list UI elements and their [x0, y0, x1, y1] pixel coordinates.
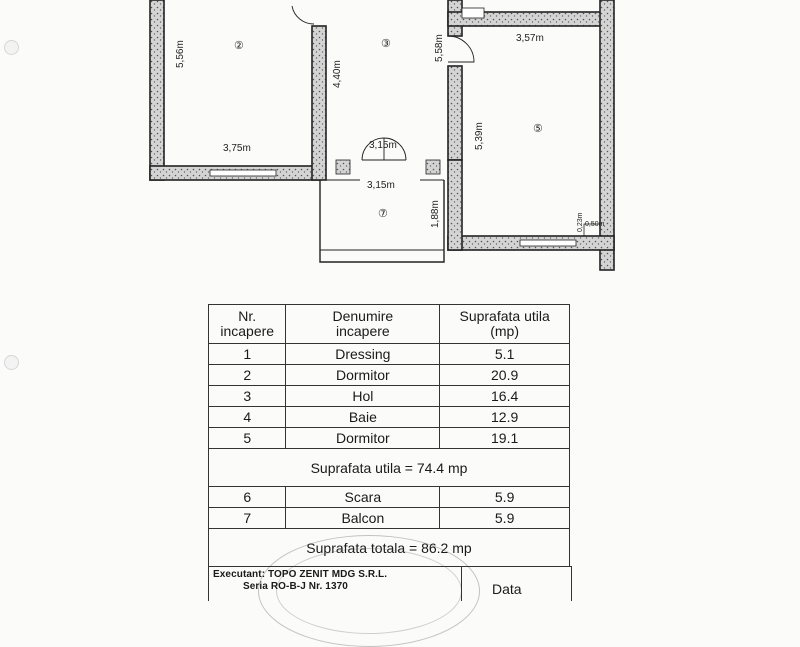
- room-number: ③: [381, 38, 391, 50]
- cell-name: Dormitor: [286, 428, 440, 449]
- table-header: [209, 305, 570, 344]
- cell-name: Dressing: [286, 344, 440, 365]
- cell-area: 12.9: [440, 407, 570, 428]
- cell-area: 5.9: [440, 508, 570, 529]
- cell-name: Baie: [286, 407, 440, 428]
- punch-hole: [4, 355, 19, 370]
- cell-nr: 2: [209, 365, 286, 386]
- room-number: ②: [234, 40, 244, 52]
- wall: [150, 0, 164, 180]
- window: [520, 240, 576, 246]
- header-area: Suprafata utila (mp): [440, 305, 570, 344]
- header-nr: Nr. incapere: [209, 305, 286, 344]
- cell-nr: 3: [209, 386, 286, 407]
- executant-block: [208, 566, 572, 601]
- cell-area: 5.9: [440, 487, 570, 508]
- table-row: [209, 386, 570, 407]
- table-row: [209, 428, 570, 449]
- dimension-label: 3,57m: [516, 33, 544, 44]
- date-label: Data: [492, 581, 522, 597]
- cell-area: 16.4: [440, 386, 570, 407]
- dimension-label: 5,39m: [474, 122, 485, 150]
- table-row: [209, 487, 570, 508]
- date-cell: [461, 567, 572, 601]
- dimension-label: 0,23m: [577, 212, 584, 232]
- door-arc: [292, 6, 314, 24]
- table-row: [209, 508, 570, 529]
- table-row: [209, 407, 570, 428]
- cell-nr: 1: [209, 344, 286, 365]
- total-text: Suprafata totala = 86.2 mp: [209, 529, 570, 567]
- window: [210, 170, 276, 176]
- cell-name: Hol: [286, 386, 440, 407]
- wall: [600, 0, 614, 270]
- cell-area: 5.1: [440, 344, 570, 365]
- cell-name: Dormitor: [286, 365, 440, 386]
- subtotal-text: Suprafata utila = 74.4 mp: [209, 449, 570, 487]
- executant-name: Executant: TOPO ZENIT MDG S.R.L.: [213, 569, 388, 580]
- table-row: [209, 365, 570, 386]
- cell-area: 20.9: [440, 365, 570, 386]
- dimension-label: 5,58m: [434, 34, 445, 62]
- wall: [448, 66, 462, 160]
- wall: [312, 26, 326, 180]
- table-row: [209, 344, 570, 365]
- cell-nr: 4: [209, 407, 286, 428]
- subtotal-row: [209, 449, 570, 487]
- vent: [462, 8, 484, 18]
- dimension-label: 4,40m: [332, 60, 343, 88]
- cell-nr: 7: [209, 508, 286, 529]
- cell-name: Balcon: [286, 508, 440, 529]
- floor-plan: [0, 0, 800, 300]
- room-number: ⑦: [378, 208, 388, 220]
- cell-name: Scara: [286, 487, 440, 508]
- dimension-label: 1,88m: [430, 200, 441, 228]
- dimension-label: 5,56m: [175, 40, 186, 68]
- dimension-label: 3,15m: [367, 180, 395, 191]
- cell-area: 19.1: [440, 428, 570, 449]
- cell-nr: 5: [209, 428, 286, 449]
- executant-text: [213, 569, 387, 593]
- dimension-label: 3,15m: [369, 140, 397, 151]
- dimension-label: 3,75m: [223, 143, 251, 154]
- wall: [448, 160, 462, 250]
- area-table: [208, 304, 570, 567]
- room-number: ⑤: [533, 123, 543, 135]
- door-arc: [448, 36, 474, 62]
- dimension-label: 0,50m: [585, 221, 605, 228]
- cell-nr: 6: [209, 487, 286, 508]
- header-name: Denumire incapere: [286, 305, 440, 344]
- executant-seria: Seria RO-B-J Nr. 1370: [243, 581, 348, 592]
